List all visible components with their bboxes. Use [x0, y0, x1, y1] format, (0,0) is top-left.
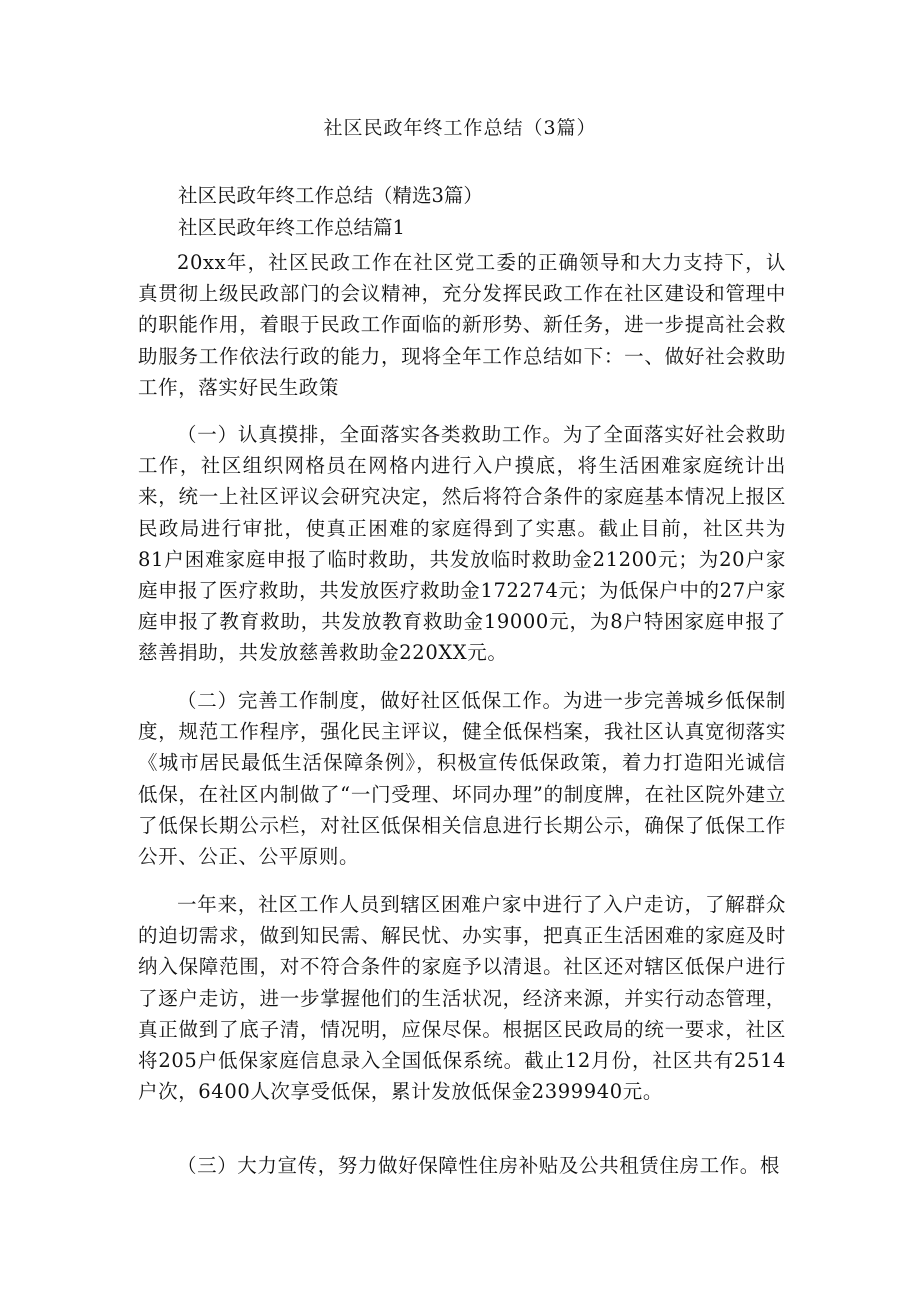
- paragraph-section-1: （一）认真摸排，全面落实各类救助工作。为了全面落实好社会救助工作，社区组织网格员在网格内进行入户摸底，将生活困难家庭统计出来，统一上社区评议会研究决定，然后将符合条件的家庭基本情况上报区民政局进行审批，使真正困难的家庭得到了实惠。截止目前，社区共为81户困难家庭申报了临时救助，共发放临时救助金21200元；为20户家庭申报了医疗救助，共发放医疗救助金172274元；为低保户中的27户家庭申报了教育救助，共发放教育救助金19000元，为8户特困家庭申报了慈善捐助，共发放慈善救助金220XX元。: [138, 423, 786, 665]
- document-subtitle: 社区民政年终工作总结（精选3篇）: [178, 184, 483, 207]
- paragraph-section-2: （二）完善工作制度，做好社区低保工作。为进一步完善城乡低保制度，规范工作程序，强化民主评议，健全低保档案，我社区认真宽彻落实《城市居民最低生活保障条例》，积极宣传低保政策，着力打造阳光诚信低保，在社区内制做了“一门受理、坏同办理”的制度牌，在社区院外建立了低保长期公示栏，对社区低保相关信息进行长期公示，确保了低保工作公开、公正、公平原则。: [138, 689, 786, 869]
- paragraph-section-3: （三）大力宣传，努力做好保障性住房补贴及公共租赁住房工作。根: [177, 1154, 781, 1177]
- paragraph-visits: 一年来，社区工作人员到辖区困难户家中进行了入户走访，了解群众的迫切需求，做到知民需、解民忧、办实事，把真正生活困难的家庭及时纳入保障范围，对不符合条件的家庭予以清退。社区还对辖区低保户进行了逐户走访，进一步掌握他们的生活状况，经济来源，并实行动态管理，真正做到了底子清，情况明，应保尽保。根据区民政局的统一要求，社区将205户低保家庭信息录入全国低保系统。截止12月份，社区共有2514户次，6400人次享受低保，累计发放低保金2399940元。: [138, 893, 786, 1104]
- section-heading: 社区民政年终工作总结篇1: [178, 216, 405, 239]
- paragraph-intro: 20xx年，社区民政工作在社区党工委的正确领导和大力支持下，认真贯彻上级民政部门的会议精神，充分发挥民政工作在社区建设和管理中的职能作用，着眼于民政工作面临的新形势、新任务，进一步提高社会救助服务工作依法行政的能力，现将全年工作总结如下：一、做好社会救助工作，落实好民生政策: [138, 251, 786, 399]
- document-title: 社区民政年终工作总结（3篇）: [323, 117, 597, 139]
